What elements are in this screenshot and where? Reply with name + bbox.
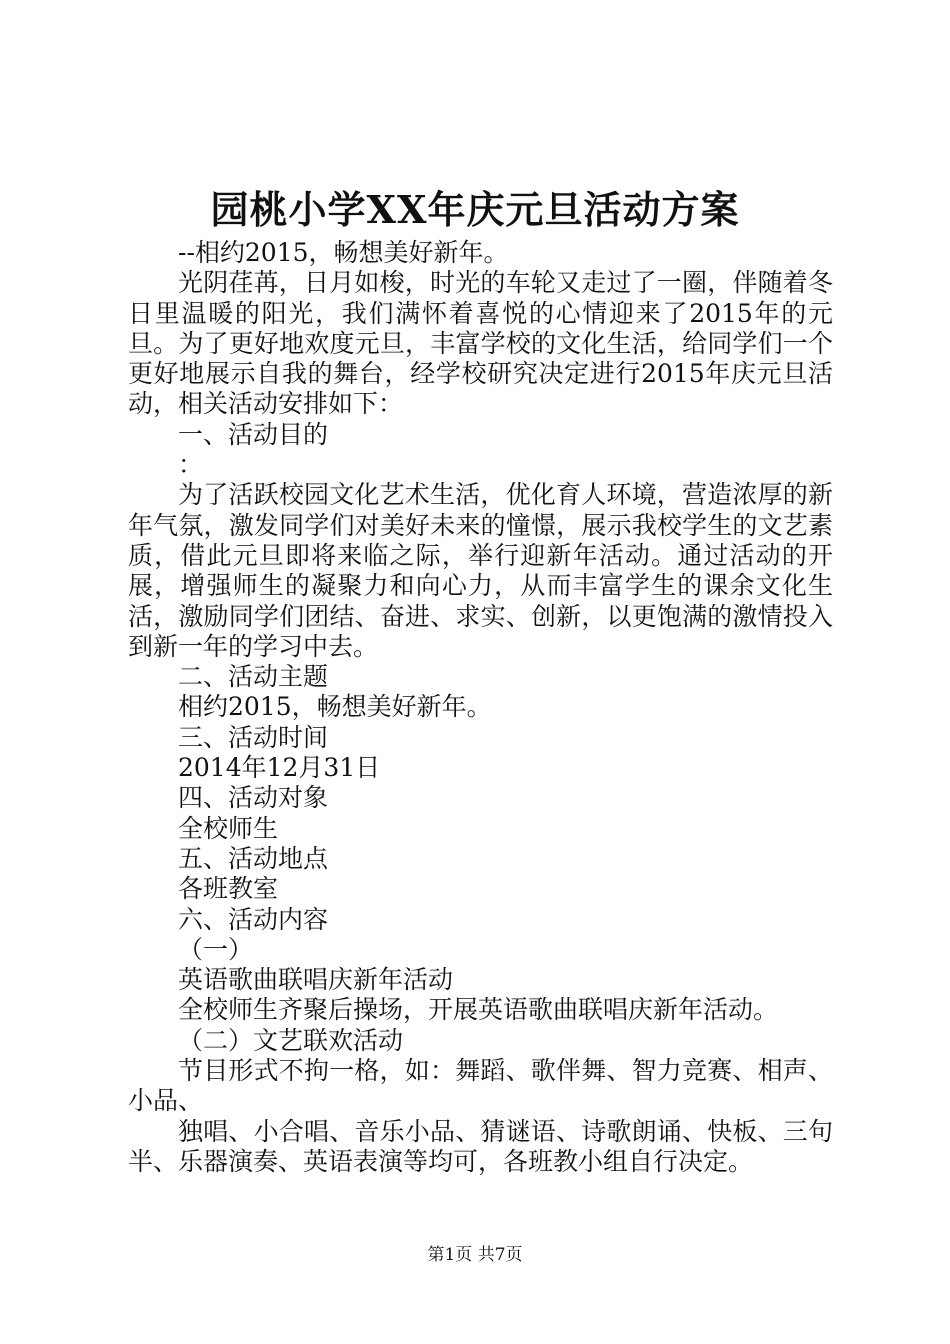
section-heading-location: 五、活动地点 <box>178 843 329 873</box>
document-body <box>128 238 833 1177</box>
subsection-one-title: 英语歌曲联唱庆新年活动 <box>178 965 454 995</box>
program-forms-paragraph: 节目形式不拘一格，如：舞蹈、歌伴舞、智力竞赛、相声、小品、 <box>128 1056 833 1116</box>
section-heading-theme: 二、活动主题 <box>178 662 329 692</box>
page-number-footer: 第1页 共7页 <box>427 1245 523 1265</box>
theme-text: 相约2015，畅想美好新年。 <box>178 692 492 722</box>
participants-text: 全校师生 <box>178 813 279 843</box>
section-heading-purpose: 一、活动目的 <box>178 419 329 449</box>
subsection-two-title: （二）文艺联欢活动 <box>178 1025 404 1055</box>
document-title: 园桃小学XX年庆元旦活动方案 <box>210 187 740 232</box>
section-heading-participants: 四、活动对象 <box>178 783 329 813</box>
section-heading-content: 六、活动内容 <box>178 904 329 934</box>
program-list-paragraph: 独唱、小合唱、音乐小品、猜谜语、诗歌朗诵、快板、三句半、乐器演奏、英语表演等均可，各班教小组自行决定。 <box>128 1116 833 1176</box>
purpose-paragraph: 为了活跃校园文化艺术生活，优化育人环境，营造浓厚的新年气氛，激发同学们对美好未来的憧憬，展示我校学生的文艺素质，借此元旦即将来临之际，举行迎新年活动。通过活动的开展，增强师生的凝聚力和向心力，从而丰富学生的课余文化生活，激励同学们团结、奋进、求实、创新，以更饱满的激情投入到新一年的学习中去。 <box>128 480 833 661</box>
subsection-one-label: （一） <box>178 934 254 964</box>
intro-paragraph: 光阴荏苒，日月如梭，时光的车轮又走过了一圈，伴随着冬日里温暖的阳光，我们满怀着喜悦的心情迎来了2015年的元旦。为了更好地欢度元旦，丰富学校的文化生活，给同学们一个更好地展示自我的舞台，经学校研究决定进行2015年庆元旦活动，相关活动安排如下： <box>128 268 833 419</box>
colon-line: ： <box>178 450 204 480</box>
section-heading-time: 三、活动时间 <box>178 722 329 752</box>
subsection-one-text: 全校师生齐聚后操场，开展英语歌曲联唱庆新年活动。 <box>178 995 779 1025</box>
subtitle-paragraph: --相约2015，畅想美好新年。 <box>178 238 509 267</box>
time-text: 2014年12月31日 <box>178 753 381 783</box>
location-text: 各班教室 <box>178 874 279 904</box>
